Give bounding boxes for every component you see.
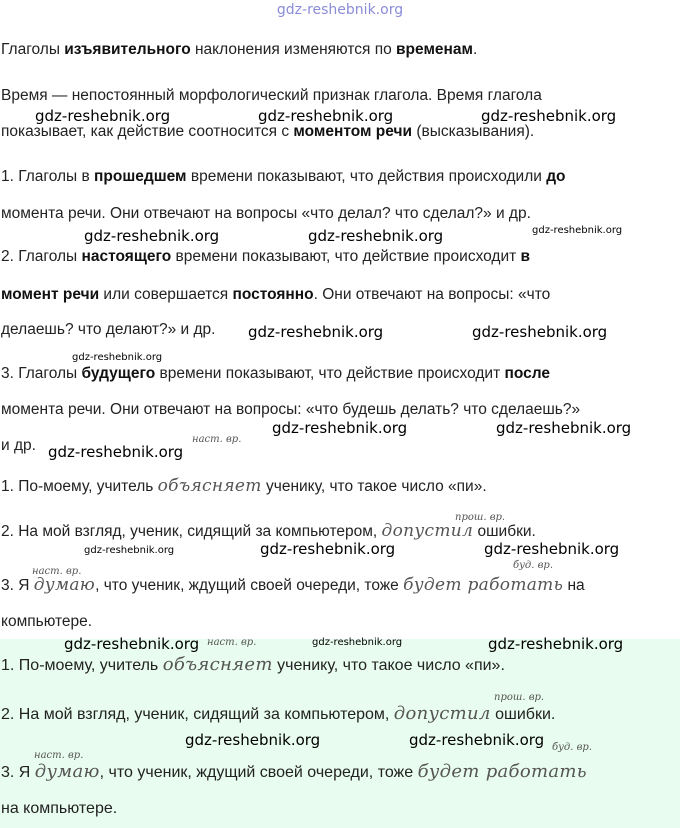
intro-line: Глаголы изъявительного наклонения изменяются по временам. [1, 41, 478, 58]
verb-objasnyaet: объясняет [157, 476, 262, 496]
exercise-sentence-1: 1. По-моему, учитель объясняет ученику, что такое число «пи». [1, 476, 487, 496]
time-line-1: Время — непостоянный морфологический признак глагола. Время глагола [1, 87, 542, 104]
past-line-1: 1. Глаголы в прошедшем времени показывают, что действия происходили до [1, 168, 566, 185]
answer-sentence-1: 1. По-моему, учитель объясняет ученику, что такое число «пи». [1, 654, 505, 675]
watermark: gdz-reshebnik.org [496, 419, 632, 437]
answer-sentence-2: 2. На мой взгляд, ученик, сидящий за компьютером, допустил ошибки. [1, 703, 556, 724]
past-line-2: момента речи. Они отвечают на вопросы «что делал? что сделал?» и др. [1, 205, 531, 222]
watermark: gdz-reshebnik.org [84, 227, 220, 245]
answer-note-present-2: наст. вр. [34, 750, 84, 761]
time-line-2: показывает, как действие соотносится с моментом речи (высказывания). [1, 123, 535, 140]
verb-dumayu: думаю [33, 575, 96, 595]
watermark: gdz-reshebnik.org [484, 540, 620, 558]
watermark: gdz-reshebnik.org [488, 635, 624, 653]
watermark: gdz-reshebnik.org [185, 731, 321, 749]
future-line-2: момента речи. Они отвечают на вопросы: «что будешь делать? что сделаешь?» [1, 401, 581, 418]
answer-sentence-3: 3. Я думаю, что ученик, ждущий своей очереди, тоже будет работать [1, 761, 587, 782]
watermark: gdz-reshebnik.org [312, 637, 403, 648]
note-present-1: наст. вр. [192, 434, 242, 445]
watermark: gdz-reshebnik.org [481, 107, 617, 125]
answer-verb-budet-rabotat: будет работать [417, 761, 587, 782]
watermark: gdz-reshebnik.org [72, 352, 163, 363]
present-line-3: делаешь? что делают?» и др. [1, 321, 216, 338]
verb-budet-rabotat: будет работать [403, 575, 564, 595]
future-line-1: 3. Глаголы будущего времени показывают, что действие происходит после [1, 365, 550, 382]
watermark: gdz-reshebnik.org [64, 635, 200, 653]
watermark: gdz-reshebnik.org [260, 540, 396, 558]
watermark: gdz-reshebnik.org [308, 227, 444, 245]
watermark-top: gdz-reshebnik.org [276, 2, 404, 18]
watermark: gdz-reshebnik.org [258, 107, 394, 125]
answer-sentence-3-cont: на компьютере. [1, 800, 118, 817]
watermark: gdz-reshebnik.org [532, 225, 623, 236]
watermark: gdz-reshebnik.org [35, 107, 171, 125]
watermark: gdz-reshebnik.org [248, 323, 384, 341]
note-future-1: буд. вр. [513, 560, 553, 571]
answer-note-future-1: буд. вр. [552, 742, 592, 753]
answer-note-past-1: прош. вр. [494, 692, 545, 703]
watermark: gdz-reshebnik.org [472, 323, 608, 341]
exercise-sentence-2: 2. На мой взгляд, ученик, сидящий за компьютером, допустил ошибки. [1, 521, 536, 541]
present-line-1: 2. Глаголы настоящего времени показывают, что действие происходит в [1, 248, 531, 265]
note-present-2: наст. вр. [32, 566, 82, 577]
exercise-sentence-3-cont: компьютере. [1, 613, 93, 630]
exercise-sentence-3: 3. Я думаю, что ученик, ждущий своей очереди, тоже будет работать на [1, 575, 585, 595]
watermark: gdz-reshebnik.org [84, 545, 175, 556]
answer-verb-dopustil: допустил [393, 703, 491, 724]
answer-verb-objasnyaet: объясняет [162, 654, 273, 675]
future-line-3: и др. [1, 437, 36, 454]
watermark: gdz-reshebnik.org [272, 419, 408, 437]
answer-note-present-1: наст. вр. [207, 637, 257, 648]
watermark: gdz-reshebnik.org [48, 443, 184, 461]
watermark: gdz-reshebnik.org [409, 731, 545, 749]
verb-dopustil: допустил [381, 521, 474, 541]
note-past-1: прош. вр. [455, 512, 506, 523]
answer-verb-dumayu: думаю [34, 761, 100, 782]
present-line-2: момент речи или совершается постоянно. Они отвечают на вопросы: «что [1, 286, 551, 303]
